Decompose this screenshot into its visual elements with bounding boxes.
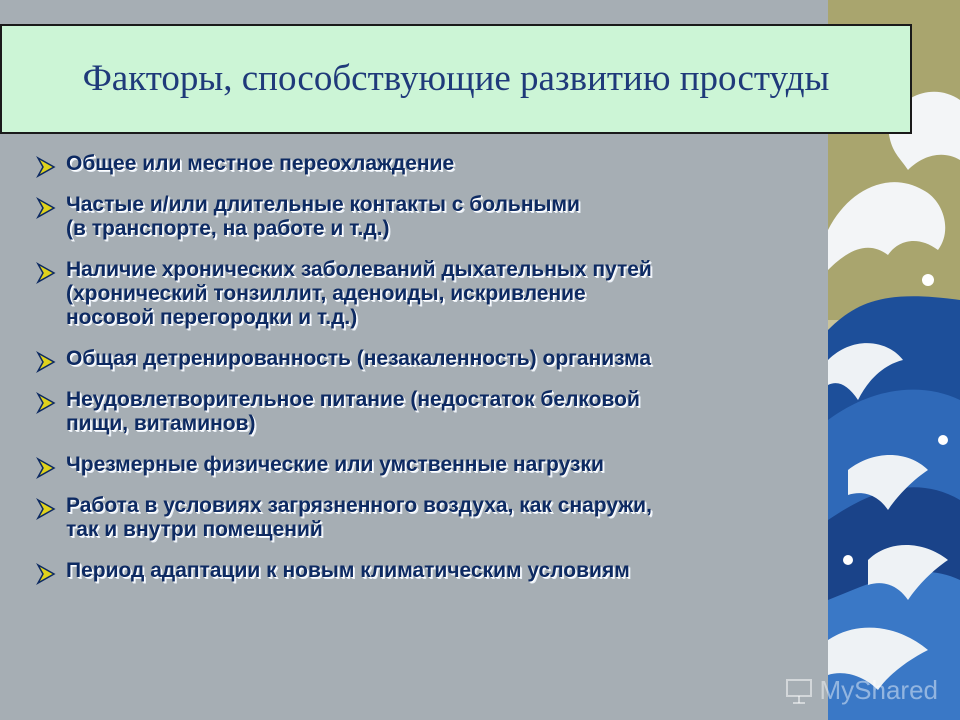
list-item [34,559,824,583]
bullet-text: Работа в условиях загрязненного воздуха, как снаружи, так и внутри помещений [66,494,652,541]
arrow-bullet-icon [34,457,58,479]
arrow-bullet-icon [34,156,58,178]
arrow-bullet-icon [34,392,58,414]
arrow-bullet-icon [34,351,58,373]
bullet-list [34,152,824,600]
list-item [34,494,824,542]
list-item [34,347,824,371]
list-item [34,193,824,241]
bullet-text: Общая детренированность (незакаленность) организма [66,347,652,370]
bullet-text: Неудовлетворительное питание (недостаток белковой пищи, витаминов) [66,388,640,435]
bullet-text: Чрезмерные физические или умственные нагрузки [66,453,604,476]
arrow-bullet-icon [34,563,58,585]
arrow-bullet-icon [34,498,58,520]
title-box [0,24,912,134]
arrow-bullet-icon [34,197,58,219]
bullet-text: Частые и/или длительные контакты с больными (в транспорте, на работе и т.д.) [66,193,580,240]
watermark-text: MyShared [819,675,938,705]
slide-title: Факторы, способствующие развитию простуды [82,58,830,99]
watermark [784,675,939,706]
list-item [34,152,824,176]
bullet-text: Период адаптации к новым климатическим условиям [66,559,630,582]
list-item [34,453,824,477]
presentation-icon [784,676,814,706]
arrow-bullet-icon [34,262,58,284]
list-item [34,388,824,436]
bullet-text: Наличие хронических заболеваний дыхательных путей (хронический тонзиллит, аденоиды, искривление носовой перегородки и т.д.) [66,258,652,329]
list-item [34,258,824,330]
bullet-text: Общее или местное переохлаждение [66,152,455,175]
